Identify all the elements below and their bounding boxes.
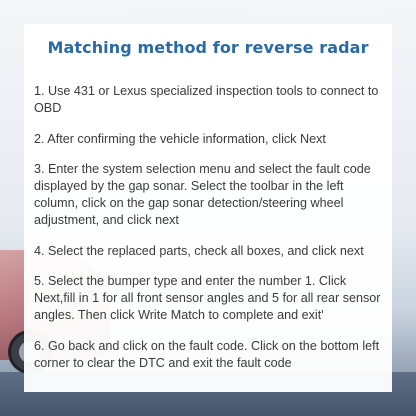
- step-5: 5. Select the bumper type and enter the number 1. Click Next,fill in 1 for all front sensor angles and 5 for all rear sensor angles. Then click Write Match to complete and exit': [34, 274, 381, 322]
- step-2: 2. After confirming the vehicle information, click Next: [34, 131, 326, 146]
- step-3: 3. Enter the system selection menu and select the fault code displayed by the gap sonar. Select the toolbar in the left column, click on the gap sonar detection/steering wheel adjustment, and click next: [34, 162, 371, 227]
- steps-list: [34, 83, 382, 371]
- step-4: 4. Select the replaced parts, check all boxes, and click next: [34, 243, 364, 258]
- instruction-card: [24, 24, 392, 392]
- step-1: 1. Use 431 or Lexus specialized inspection tools to connect to OBD: [34, 84, 379, 115]
- step-6: 6. Go back and click on the fault code. Click on the bottom left corner to clear the DTC and exit the fault code: [34, 338, 380, 370]
- page-title: Matching method for reverse radar: [47, 38, 369, 57]
